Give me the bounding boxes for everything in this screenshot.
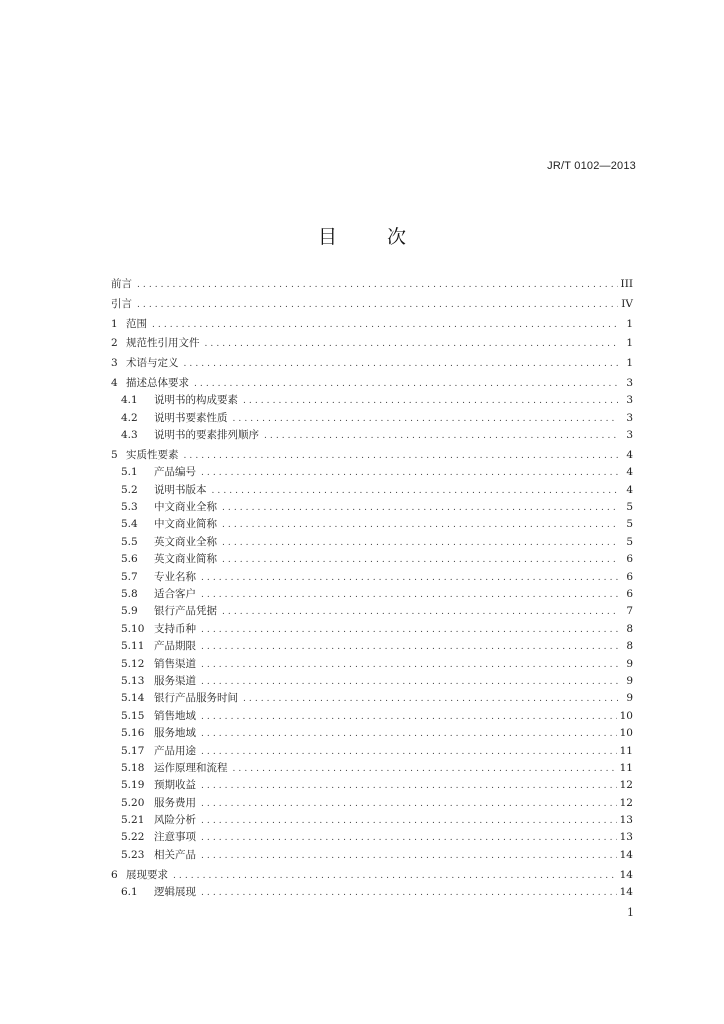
toc-entry bbox=[111, 534, 633, 551]
dot-leader bbox=[173, 868, 617, 885]
toc-entry-number: 4.2 bbox=[121, 411, 138, 424]
toc-entry-page: 13 bbox=[619, 831, 633, 844]
dot-leader bbox=[222, 500, 618, 517]
toc-entry-page: 6 bbox=[626, 570, 633, 583]
toc-entry-page: 4 bbox=[626, 466, 633, 479]
standard-number: JR/T 0102—2013 bbox=[547, 160, 636, 172]
toc-entry bbox=[111, 316, 633, 333]
toc-entry bbox=[111, 355, 633, 372]
dot-leader bbox=[201, 848, 617, 865]
dot-leader bbox=[137, 297, 618, 314]
toc-entry bbox=[111, 482, 633, 499]
dot-leader bbox=[212, 483, 619, 500]
toc-entry-page: 12 bbox=[619, 796, 633, 809]
toc-entry-number: 5.3 bbox=[121, 501, 138, 514]
toc-entry bbox=[111, 447, 633, 464]
toc-entry-label: 描述总体要求 bbox=[126, 376, 189, 389]
toc-entry-number: 5.2 bbox=[121, 483, 138, 496]
toc-entry-number: 5.7 bbox=[121, 570, 138, 583]
toc-entry-page: IV bbox=[621, 297, 633, 310]
toc-entry-label: 产品用途 bbox=[154, 744, 196, 757]
toc-entry-page: 13 bbox=[619, 814, 633, 827]
toc-entry bbox=[111, 743, 633, 760]
toc-entry-number: 5.1 bbox=[121, 466, 138, 479]
toc-entry-page: 5 bbox=[626, 518, 633, 531]
toc-entry bbox=[111, 760, 633, 777]
toc-entry-page: 9 bbox=[626, 657, 633, 670]
dot-leader bbox=[233, 411, 619, 428]
toc-entry-label: 产品期限 bbox=[154, 640, 196, 653]
dot-leader bbox=[201, 639, 618, 656]
toc-entry-label: 说明书的构成要素 bbox=[154, 394, 238, 407]
dot-leader bbox=[201, 465, 618, 482]
dot-leader bbox=[201, 885, 617, 902]
toc-entry bbox=[111, 708, 633, 725]
toc-entry-page: 4 bbox=[626, 483, 633, 496]
toc-entry bbox=[111, 392, 633, 409]
toc-entry-label: 说明书版本 bbox=[154, 483, 207, 496]
toc-entry bbox=[111, 335, 633, 352]
toc-entry-label: 专业名称 bbox=[154, 570, 196, 583]
toc-entry-number: 2 bbox=[111, 337, 118, 350]
toc-entry-number: 5.16 bbox=[121, 727, 145, 740]
toc-entry-label: 中文商业全称 bbox=[154, 501, 217, 514]
toc-entry-page: 12 bbox=[619, 779, 633, 792]
toc-entry-page: 10 bbox=[619, 727, 633, 740]
toc-entry-label: 销售地域 bbox=[154, 709, 196, 722]
toc-entry bbox=[111, 516, 633, 533]
dot-leader bbox=[222, 552, 618, 569]
toc-entry-page: 14 bbox=[619, 868, 633, 881]
toc-entry bbox=[111, 656, 633, 673]
toc-entry-label: 英文商业全称 bbox=[154, 535, 217, 548]
dot-leader bbox=[201, 744, 617, 761]
toc-entry-number: 5.23 bbox=[121, 848, 145, 861]
dot-leader bbox=[201, 830, 617, 847]
toc-entry-number: 5.15 bbox=[121, 709, 145, 722]
dot-leader bbox=[152, 317, 618, 334]
toc-entry-number: 5.6 bbox=[121, 553, 138, 566]
toc-entry-page: 11 bbox=[619, 761, 633, 774]
dot-leader bbox=[201, 570, 618, 587]
dot-leader bbox=[264, 428, 618, 445]
toc-entry-number: 4.1 bbox=[121, 394, 138, 407]
toc-entry-label: 银行产品凭据 bbox=[154, 605, 217, 618]
toc-entry-label: 前言 bbox=[111, 278, 132, 290]
toc-entry-number: 6 bbox=[111, 868, 118, 881]
toc-entry-label: 运作原理和流程 bbox=[154, 761, 228, 774]
toc-entry-number: 1 bbox=[111, 317, 118, 330]
toc-entry-page: 10 bbox=[619, 709, 633, 722]
toc-entry-label: 规范性引用文件 bbox=[126, 337, 200, 350]
dot-leader bbox=[184, 356, 619, 373]
toc-entry bbox=[111, 621, 633, 638]
toc-entry-label: 相关产品 bbox=[154, 848, 196, 861]
toc-entry-page: 3 bbox=[626, 411, 633, 424]
toc-entry-number: 5.21 bbox=[121, 814, 145, 827]
toc-entry bbox=[111, 884, 633, 901]
toc-entry-page: 14 bbox=[619, 848, 633, 861]
toc-entry-label: 说明书的要素排列顺序 bbox=[154, 429, 259, 442]
toc-entry bbox=[111, 551, 633, 568]
toc-entry-number: 5.4 bbox=[121, 518, 138, 531]
dot-leader bbox=[201, 674, 618, 691]
toc-entry-label: 展现要求 bbox=[126, 868, 168, 881]
toc-entry-number: 5.14 bbox=[121, 692, 145, 705]
toc-entry-number: 6.1 bbox=[121, 886, 138, 899]
toc-entry-label: 实质性要素 bbox=[126, 448, 179, 461]
toc-entry-label: 预期收益 bbox=[154, 779, 196, 792]
toc-entry bbox=[111, 777, 633, 794]
toc-entry-label: 说明书要素性质 bbox=[154, 411, 228, 424]
toc-entry bbox=[111, 427, 633, 444]
toc-entry-number: 5.20 bbox=[121, 796, 145, 809]
toc-entry-page: 1 bbox=[626, 317, 633, 330]
toc-entry-page: 1 bbox=[626, 337, 633, 350]
toc-entry bbox=[111, 867, 633, 884]
toc-entry-number: 4.3 bbox=[121, 429, 138, 442]
dot-leader bbox=[201, 726, 617, 743]
toc-entry-number: 5.13 bbox=[121, 674, 145, 687]
dot-leader bbox=[222, 604, 618, 621]
toc-entry-number: 5 bbox=[111, 448, 118, 461]
toc-entry bbox=[111, 725, 633, 742]
toc-entry bbox=[111, 464, 633, 481]
dot-leader bbox=[184, 448, 619, 465]
toc-entry-label: 注意事项 bbox=[154, 831, 196, 844]
toc-entry-page: 8 bbox=[626, 640, 633, 653]
toc-entry bbox=[111, 829, 633, 846]
toc-entry bbox=[111, 499, 633, 516]
toc-entry-label: 引言 bbox=[111, 297, 132, 310]
toc-entry bbox=[111, 812, 633, 829]
toc-entry bbox=[111, 569, 633, 586]
toc-entry-label: 服务费用 bbox=[154, 796, 196, 809]
toc-entry-label: 服务地域 bbox=[154, 727, 196, 740]
dot-leader bbox=[243, 691, 618, 708]
toc-entry-label: 适合客户 bbox=[154, 587, 196, 600]
toc-entry-number: 5.12 bbox=[121, 657, 145, 670]
toc-entry bbox=[111, 410, 633, 427]
dot-leader bbox=[201, 796, 617, 813]
toc-entry-label: 中文商业简称 bbox=[154, 518, 217, 531]
toc-entry bbox=[111, 586, 633, 603]
dot-leader bbox=[201, 587, 618, 604]
dot-leader bbox=[201, 813, 617, 830]
toc-entry-number: 5.19 bbox=[121, 779, 145, 792]
toc-entry-label: 术语与定义 bbox=[126, 357, 179, 370]
toc-entry-number: 5.11 bbox=[121, 640, 145, 653]
dot-leader bbox=[222, 535, 618, 552]
toc-entry bbox=[111, 690, 633, 707]
toc-entry bbox=[111, 603, 633, 620]
toc-entry-number: 5.22 bbox=[121, 831, 145, 844]
toc-entry-number: 5.9 bbox=[121, 605, 138, 618]
toc-entry-label: 英文商业简称 bbox=[154, 553, 217, 566]
dot-leader bbox=[194, 376, 618, 393]
toc-entry-number: 5.17 bbox=[121, 744, 145, 757]
toc-entry-page: 1 bbox=[626, 357, 633, 370]
toc-entry-number: 5.10 bbox=[121, 622, 145, 635]
toc-entry-number: 5.18 bbox=[121, 761, 145, 774]
toc-entry-page: 4 bbox=[626, 448, 633, 461]
toc-entry-page: 9 bbox=[626, 674, 633, 687]
toc-entry bbox=[111, 375, 633, 392]
dot-leader bbox=[243, 393, 618, 410]
dot-leader bbox=[201, 778, 617, 795]
toc-entry-number: 3 bbox=[111, 357, 118, 370]
toc-entry-page: 3 bbox=[626, 376, 633, 389]
table-of-contents bbox=[111, 276, 633, 901]
toc-entry bbox=[111, 276, 633, 293]
dot-leader bbox=[233, 761, 617, 778]
toc-entry-label: 销售渠道 bbox=[154, 657, 196, 670]
toc-entry bbox=[111, 638, 633, 655]
dot-leader bbox=[205, 336, 619, 353]
toc-entry-page: III bbox=[620, 278, 633, 290]
toc-entry-label: 风险分析 bbox=[154, 814, 196, 827]
dot-leader bbox=[222, 517, 618, 534]
toc-entry-page: 9 bbox=[626, 692, 633, 705]
dot-leader bbox=[201, 709, 617, 726]
toc-entry bbox=[111, 795, 633, 812]
toc-entry-page: 5 bbox=[626, 535, 633, 548]
page-number: 1 bbox=[627, 906, 634, 919]
toc-entry bbox=[111, 296, 633, 313]
toc-entry-page: 11 bbox=[619, 744, 633, 757]
toc-entry-label: 服务渠道 bbox=[154, 674, 196, 687]
toc-entry-label: 逻辑展现 bbox=[154, 886, 196, 899]
toc-entry-number: 5.5 bbox=[121, 535, 138, 548]
toc-entry-page: 6 bbox=[626, 587, 633, 600]
toc-entry-label: 产品编号 bbox=[154, 466, 196, 479]
toc-entry-page: 7 bbox=[626, 605, 633, 618]
toc-entry-number: 4 bbox=[111, 376, 118, 389]
toc-entry-number: 5.8 bbox=[121, 587, 138, 600]
toc-entry-page: 5 bbox=[626, 501, 633, 514]
toc-entry bbox=[111, 847, 633, 864]
dot-leader bbox=[201, 622, 618, 639]
page-title: 目 次 bbox=[317, 226, 429, 248]
toc-entry-page: 6 bbox=[626, 553, 633, 566]
dot-leader bbox=[201, 657, 618, 674]
toc-entry-page: 3 bbox=[626, 394, 633, 407]
toc-entry-page: 3 bbox=[626, 429, 633, 442]
toc-entry-label: 范围 bbox=[126, 317, 147, 330]
toc-entry-page: 14 bbox=[619, 886, 633, 899]
toc-entry-page: 8 bbox=[626, 622, 633, 635]
toc-entry-label: 银行产品服务时间 bbox=[154, 692, 238, 705]
dot-leader bbox=[137, 277, 618, 294]
toc-entry-label: 支持币种 bbox=[154, 622, 196, 635]
toc-entry bbox=[111, 673, 633, 690]
